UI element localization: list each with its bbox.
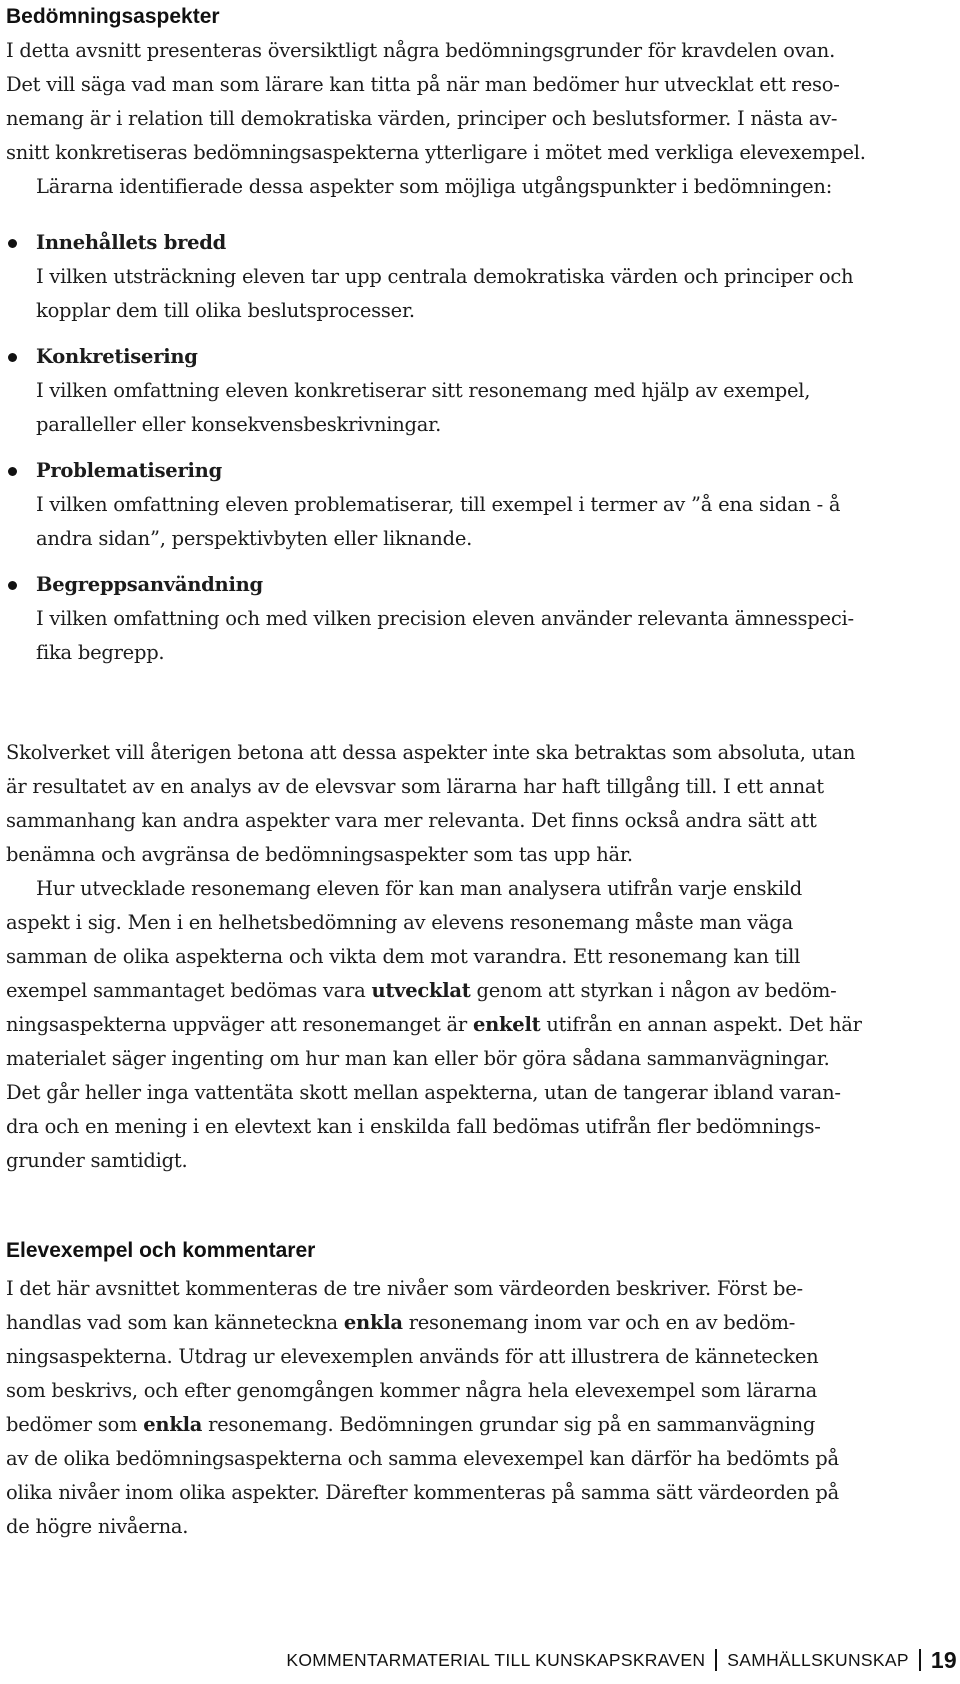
aspect-title: Konkretisering — [36, 345, 198, 368]
section-heading-elevexempel: Elevexempel och kommentarer — [6, 1239, 316, 1262]
emphasis-utvecklat: utvecklat — [371, 979, 471, 1002]
text-line: fika begrepp. — [36, 641, 165, 664]
aspect-description — [36, 260, 946, 328]
text-run: resonemang. Bedömningen grundar sig på en sammanvägning — [202, 1413, 816, 1436]
text-line: ningsaspekterna. Utdrag ur elevexemplen används för att illustrera de kännetecken — [6, 1345, 819, 1368]
aspect-description — [36, 488, 946, 556]
text-line: andra sidan”, perspektivbyten eller liknande. — [36, 527, 473, 550]
bullet-icon — [8, 581, 17, 590]
aspect-description — [36, 602, 946, 670]
text-line — [6, 974, 946, 1008]
text-run: ningsaspekterna uppväger att resonemanget är — [6, 1013, 473, 1036]
text-line: benämna och avgränsa de bedömningsaspekter som tas upp här. — [6, 843, 633, 866]
aspect-item-begreppsanvandning — [6, 568, 946, 670]
text-line: Hur utvecklade resonemang eleven för kan man analysera utifrån varje enskild — [36, 877, 803, 900]
footer-title: KOMMENTARMATERIAL TILL KUNSKAPSKRAVEN — [286, 1649, 706, 1670]
footer-subject: SAMHÄLLSKUNSKAP — [727, 1649, 909, 1670]
text-line: samman de olika aspekterna och vikta dem mot varandra. Ett resonemang kan till — [6, 945, 801, 968]
body-paragraphs — [6, 736, 946, 1178]
text-line: dra och en mening i en elevtext kan i enskilda fall bedömas utifrån fler bedömnings- — [6, 1115, 821, 1138]
intro-paragraph — [6, 34, 946, 204]
aspect-description — [36, 374, 946, 442]
text-line: I vilken omfattning och med vilken precision eleven använder relevanta ämnesspeci- — [36, 607, 854, 630]
text-line: Det vill säga vad man som lärare kan titta på när man bedömer hur utvecklat ett reso- — [6, 73, 840, 96]
text-line: Det går heller inga vattentäta skott mellan aspekterna, utan de tangerar ibland varan- — [6, 1081, 841, 1104]
text-line — [6, 1408, 946, 1442]
footer-divider — [715, 1649, 717, 1671]
footer-divider — [919, 1649, 921, 1671]
text-line: Skolverket vill återigen betona att dessa aspekter inte ska betraktas som absoluta, utan — [6, 741, 856, 764]
aspect-title: Begreppsanvändning — [36, 573, 263, 596]
elevexempel-paragraph — [6, 1272, 946, 1544]
text-line: som beskrivs, och efter genomgången kommer några hela elevexempel som lärarna — [6, 1379, 818, 1402]
aspect-item-konkretisering — [6, 340, 946, 442]
emphasis-enkelt: enkelt — [472, 1013, 541, 1036]
text-line: grunder samtidigt. — [6, 1149, 188, 1172]
text-line: nemang är i relation till demokratiska värden, principer och beslutsformer. I nästa av- — [6, 107, 838, 130]
text-line — [6, 1008, 946, 1042]
text-line: Lärarna identifierade dessa aspekter som möjliga utgångspunkter i bedömningen: — [36, 175, 833, 198]
aspect-title: Innehållets bredd — [36, 231, 227, 254]
aspect-title: Problematisering — [36, 459, 222, 482]
page-number: 19 — [930, 1646, 957, 1673]
text-line: sammanhang kan andra aspekter vara mer relevanta. Det finns också andra sätt att — [6, 809, 817, 832]
text-line: paralleller eller konsekvensbeskrivningar. — [36, 413, 442, 436]
emphasis-enkla: enkla — [143, 1413, 203, 1436]
bullet-icon — [8, 467, 17, 476]
text-run: bedömer som — [6, 1413, 144, 1436]
text-line: I vilken omfattning eleven problematiserar, till exempel i termer av ”å ena sidan - å — [36, 493, 841, 516]
text-line: av de olika bedömningsaspekterna och samma elevexempel kan därför ha bedömts på — [6, 1447, 839, 1470]
text-line: snitt konkretiseras bedömningsaspekterna ytterligare i mötet med verkliga elevexempel. — [6, 141, 866, 164]
aspect-item-innehallets-bredd — [6, 226, 946, 328]
text-line: I vilken omfattning eleven konkretiserar sitt resonemang med hjälp av exempel, — [36, 379, 811, 402]
text-line: I det här avsnittet kommenteras de tre nivåer som värdeorden beskriver. Först be- — [6, 1277, 803, 1300]
text-run: utifrån en annan aspekt. Det här — [540, 1013, 862, 1036]
text-run: exempel sammantaget bedömas vara — [6, 979, 372, 1002]
text-run: handlas vad som kan känneteckna — [6, 1311, 344, 1334]
bullet-icon — [8, 239, 17, 248]
text-line: kopplar dem till olika beslutsprocesser. — [36, 299, 415, 322]
text-run: genom att styrkan i någon av bedöm- — [470, 979, 837, 1002]
text-line: aspekt i sig. Men i en helhetsbedömning av elevens resonemang måste man väga — [6, 911, 793, 934]
emphasis-enkla: enkla — [343, 1311, 403, 1334]
aspect-item-problematisering — [6, 454, 946, 556]
page-footer — [222, 1644, 957, 1676]
text-line: materialet säger ingenting om hur man kan eller bör göra sådana sammanvägningar. — [6, 1047, 830, 1070]
text-run: resonemang inom var och en av bedöm- — [402, 1311, 796, 1334]
text-line — [6, 1306, 946, 1340]
text-line: I vilken utsträckning eleven tar upp centrala demokratiska värden och principer och — [36, 265, 854, 288]
aspect-list — [6, 226, 946, 682]
text-line: de högre nivåerna. — [6, 1515, 189, 1538]
section-heading-bedomningsaspekter: Bedömningsaspekter — [6, 5, 220, 28]
text-line: I detta avsnitt presenteras översiktligt några bedömningsgrunder för kravdelen ovan. — [6, 39, 836, 62]
text-line: olika nivåer inom olika aspekter. Därefter kommenteras på samma sätt värdeorden på — [6, 1481, 839, 1504]
bullet-icon — [8, 353, 17, 362]
text-line: är resultatet av en analys av de elevsvar som lärarna har haft tillgång till. I ett annat — [6, 775, 824, 798]
